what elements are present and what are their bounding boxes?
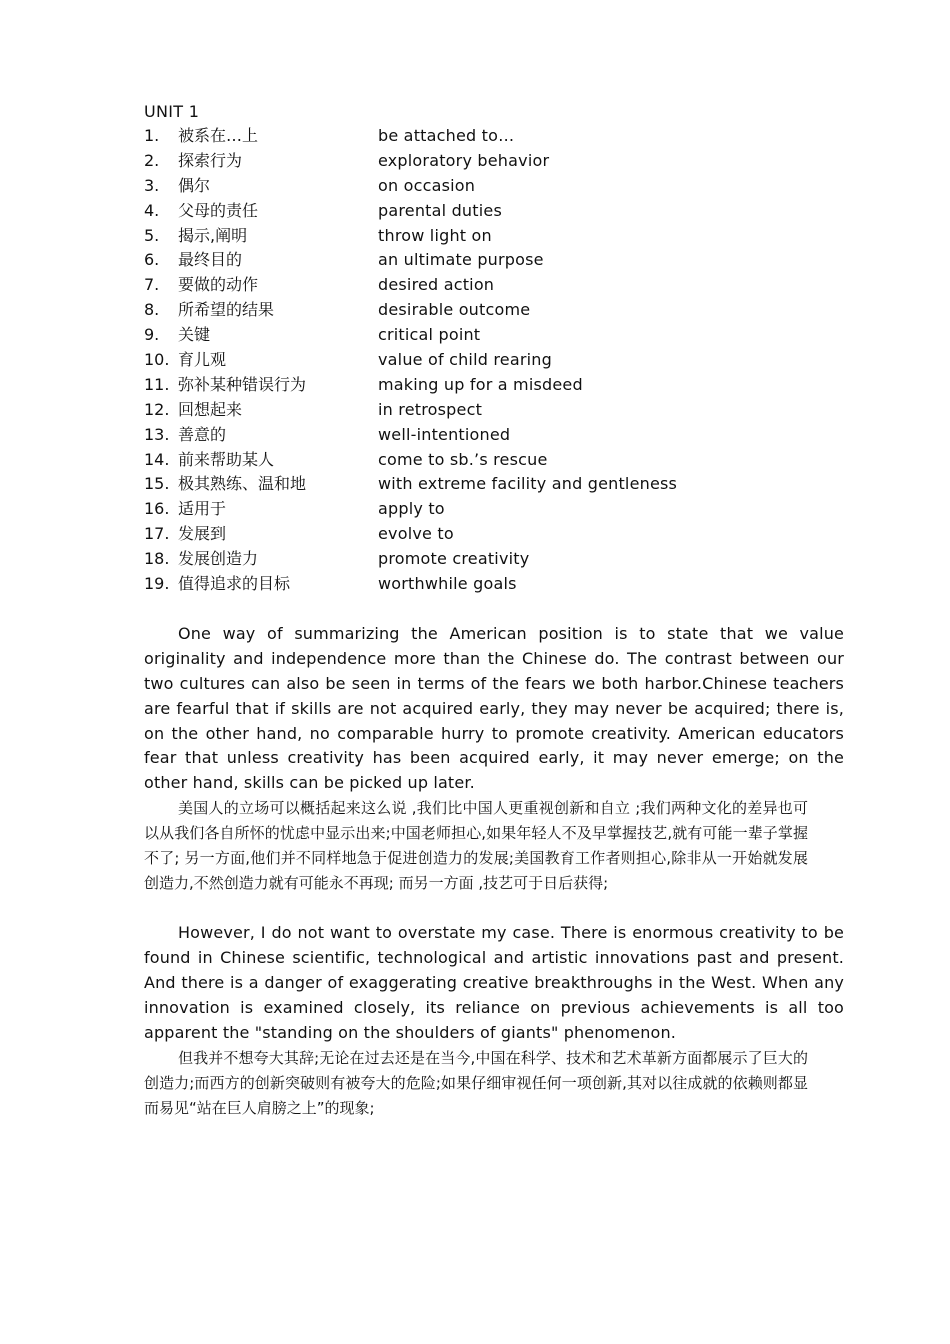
vocab-chinese: 值得追求的目标 [178, 574, 291, 594]
vocab-number: 4. [144, 200, 160, 220]
vocab-number: 2. [144, 150, 160, 170]
vocab-number: 10. [144, 350, 170, 370]
vocab-chinese: 揭示,阐明 [178, 225, 248, 245]
vocab-number: 16. [144, 499, 170, 519]
vocab-item [144, 398, 844, 423]
vocab-item [144, 124, 844, 149]
vocab-english: desired action [378, 275, 495, 295]
spacer [144, 895, 844, 921]
vocab-english: on occasion [378, 175, 476, 195]
vocabulary-list [144, 124, 844, 597]
vocab-english: exploratory behavior [378, 150, 550, 170]
vocab-item [144, 149, 844, 174]
vocab-item [144, 448, 844, 473]
vocab-english: an ultimate purpose [378, 250, 544, 270]
vocab-chinese: 善意的 [178, 424, 227, 444]
vocab-chinese: 最终目的 [178, 250, 243, 270]
vocab-number: 19. [144, 574, 170, 594]
vocab-number: 14. [144, 449, 170, 469]
unit-title: UNIT 1 [144, 102, 200, 121]
vocab-english: in retrospect [378, 399, 483, 419]
vocab-chinese: 弥补某种错误行为 [178, 374, 307, 394]
vocab-item [144, 373, 844, 398]
vocab-number: 13. [144, 424, 170, 444]
vocab-item [144, 174, 844, 199]
document-page [144, 99, 844, 1120]
vocab-chinese: 探索行为 [178, 150, 243, 170]
vocab-english: value of child rearing [378, 350, 552, 370]
vocab-chinese: 被系在…上 [178, 126, 259, 145]
vocab-number: 8. [144, 300, 160, 320]
vocab-item [144, 348, 844, 373]
spacer [144, 597, 844, 622]
vocab-chinese: 偶尔 [178, 175, 211, 195]
vocab-item [144, 572, 844, 597]
vocab-english: be attached to… [378, 126, 515, 145]
vocab-english: making up for a misdeed [378, 374, 583, 394]
vocab-english: parental duties [378, 200, 502, 220]
vocab-number: 5. [144, 225, 160, 245]
vocab-chinese: 关键 [178, 325, 211, 345]
vocab-item [144, 472, 844, 497]
vocab-item [144, 273, 844, 298]
vocab-english: throw light on [378, 225, 492, 245]
vocab-chinese: 育儿观 [178, 350, 227, 370]
vocab-english: worthwhile goals [378, 574, 517, 594]
vocab-number: 17. [144, 524, 170, 544]
paragraph-1-english: One way of summarizing the American position is to state that we value originality and independence more than the Chinese do. The contrast between our two cultures can also be seen in terms of the fears we both harbor.Chinese teachers are fearful that if skills are not acquired early, they may never be acquired; there is, on the other hand, no comparable hurry to promote creativity. American educators fear that unless creativity has been acquired early, it may never emerge; on the other hand, skills can be picked up later. [144, 623, 844, 793]
vocab-number: 11. [144, 374, 170, 394]
vocab-number: 1. [144, 126, 160, 145]
vocab-item [144, 199, 844, 224]
vocab-english: come to sb.’s rescue [378, 449, 548, 469]
vocab-item [144, 224, 844, 249]
vocab-item [144, 298, 844, 323]
vocab-chinese: 所希望的结果 [178, 300, 275, 320]
paragraph-2-chinese: 但我并不想夸大其辞;无论在过去还是在当今,中国在科学、技术和艺术革新方面都展示了巨大的创造力;而西方的创新突破则有被夸大的危险;如果仔细审视任何一项创新,其对以往成就的依赖则都显而易见“站在巨人肩膀之上”的现象; [144, 1048, 808, 1117]
vocab-chinese: 前来帮助某人 [178, 449, 275, 469]
vocab-chinese: 发展创造力 [178, 549, 259, 569]
vocab-english: desirable outcome [378, 300, 531, 320]
vocab-english: apply to [378, 499, 445, 519]
paragraph-2-english: However, I do not want to overstate my case. There is enormous creativity to be found in Chinese scientific, technological and artistic innovations past and present. And there is a danger of exaggerating creative breakthroughs in the West. When any innovation is examined closely, its reliance on previous achievements is all too apparent the "standing on the shoulders of giants" phenomenon. [144, 923, 844, 1043]
vocab-chinese: 极其熟练、温和地 [178, 474, 307, 494]
vocab-number: 12. [144, 399, 170, 419]
vocab-item [144, 423, 844, 448]
vocab-chinese: 回想起来 [178, 399, 243, 419]
vocab-english: well-intentioned [378, 424, 511, 444]
vocab-item [144, 323, 844, 348]
vocab-english: critical point [378, 325, 481, 345]
vocab-item [144, 497, 844, 522]
vocab-number: 9. [144, 325, 160, 345]
vocab-item [144, 547, 844, 572]
vocab-chinese: 父母的责任 [178, 200, 259, 220]
vocab-item [144, 522, 844, 547]
vocab-number: 18. [144, 549, 170, 569]
paragraph-1-chinese: 美国人的立场可以概括起来这么说 ,我们比中国人更重视创新和自立 ;我们两种文化的差异也可以从我们各自所怀的忧虑中显示出来;中国老师担心,如果年轻人不及早掌握技艺,就有可能一辈子掌握不了; 另一方面,他们并不同样地急于促进创造力的发展;美国教育工作者则担心,除非从一开始就发展创造力,不然创造力就有可能永不再现; 而另一方面 ,技艺可于日后获得; [144, 799, 808, 892]
vocab-chinese: 适用于 [178, 499, 227, 519]
vocab-english: evolve to [378, 524, 454, 544]
vocab-number: 15. [144, 474, 170, 494]
vocab-english: promote creativity [378, 549, 530, 569]
vocab-chinese: 发展到 [178, 524, 227, 544]
vocab-number: 3. [144, 175, 160, 195]
vocab-item [144, 248, 844, 273]
vocab-chinese: 要做的动作 [178, 275, 259, 295]
vocab-english: with extreme facility and gentleness [378, 474, 678, 494]
vocab-number: 6. [144, 250, 160, 270]
vocab-number: 7. [144, 275, 160, 295]
